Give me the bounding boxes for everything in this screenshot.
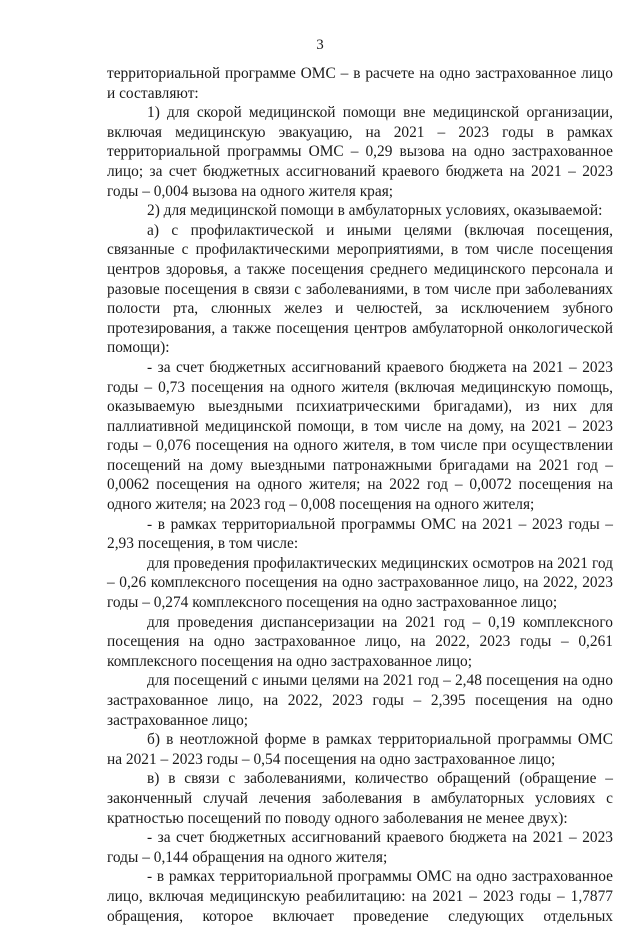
paragraph-dispensarization: для проведения диспансеризации на 2021 год – 0,19 комплексного посещения на одно застрахованное лицо, на 2022, 2023 годы – 0,261 комплексного посещения на одно застрахованное лицо; bbox=[107, 613, 613, 670]
page-number: 3 bbox=[316, 37, 324, 53]
paragraph-regional-budget-visits: - за счет бюджетных ассигнований краевого бюджета на 2021 – 2023 годы – 0,73 посещения на одного жителя (включая медицинскую помощь, оказываемую выездными психиатрическими бригадами), из них для паллиативной медицинской помощи, в том числе на дому, на 2021 – 2023 годы – 0,076 посещения на одного жителя, в том числе при осуществлении посещений на дому выездными патронажными бригадами на 2021 год – 0,0062 посещения на одного жителя; на 2022 год – 0,0072 посещения на одного жителя; на 2023 год – 0,008 посещения на одного жителя; bbox=[107, 358, 613, 514]
paragraph-oms-visits: - в рамках территориальной программы ОМС на 2021 – 2023 годы – 2,93 посещения, в том числе: bbox=[107, 515, 613, 553]
paragraph-intro-continuation: территориальной программе ОМС – в расчете на одно застрахованное лицо и составляют: bbox=[107, 65, 613, 102]
paragraph-preventive-visits: а) с профилактической и иными целями (включая посещения, связанные с профилактическими мероприятиями, в том числе посещения центров здоровья, а также посещения среднего медицинского персонала и разовые посещения в связи с заболеваниями, в том числе при заболеваниях полости рта, слюнных желез и челюстей, за исключением зубного протезирования, а также посещения центров амбулаторной онкологической помощи): bbox=[107, 221, 613, 357]
paragraph-budget-appeals: - за счет бюджетных ассигнований краевого бюджета на 2021 – 2023 годы – 0,144 обращения на одного жителя; bbox=[107, 829, 613, 866]
paragraph-ambulance-care: 1) для скорой медицинской помощи вне медицинской организации, включая медицинскую эвакуацию, на 2021 – 2023 годы в рамках территориальной программы ОМС – 0,29 вызова на одно застрахованное лицо; за счет бюджетных ассигнований краевого бюджета на 2021 – 2023 годы – 0,004 вызова на одного жителя края; bbox=[107, 104, 613, 200]
paragraph-urgent-care: б) в неотложной форме в рамках территориальной программы ОМС на 2021 – 2023 годы – 0,54 посещения на одно застрахованное лицо; bbox=[107, 731, 613, 768]
paragraph-other-visits: для посещений с иными целями на 2021 год – 2,48 посещения на одно застрахованное лицо, на 2022, 2023 годы – 2,395 посещения на одно застрахованное лицо; bbox=[107, 672, 613, 729]
paragraph-preventive-exams: для проведения профилактических медицинских осмотров на 2021 год – 0,26 комплексного посещения на одно застрахованное лицо, на 2022, 2023 годы – 0,274 комплексного посещения на одно застрахованное лицо; bbox=[107, 554, 613, 612]
paragraph-oms-appeals: - в рамках территориальной программы ОМС на одно застрахованное лицо, включая медицинскую реабилитацию: на 2021 – 2023 годы – 1,7877 обращения, которое включает проведение следующих отдельных bbox=[107, 868, 613, 925]
paragraph-outpatient-heading: 2) для медицинской помощи в амбулаторных условиях, оказываемой: bbox=[147, 202, 603, 220]
document-body bbox=[107, 64, 613, 926]
paragraph-disease-appeals: в) в связи с заболеваниями, количество обращений (обращение – законченный случай лечения заболевания в амбулаторных условиях с кратностью посещений по поводу одного заболевания не менее двух): bbox=[107, 770, 613, 827]
